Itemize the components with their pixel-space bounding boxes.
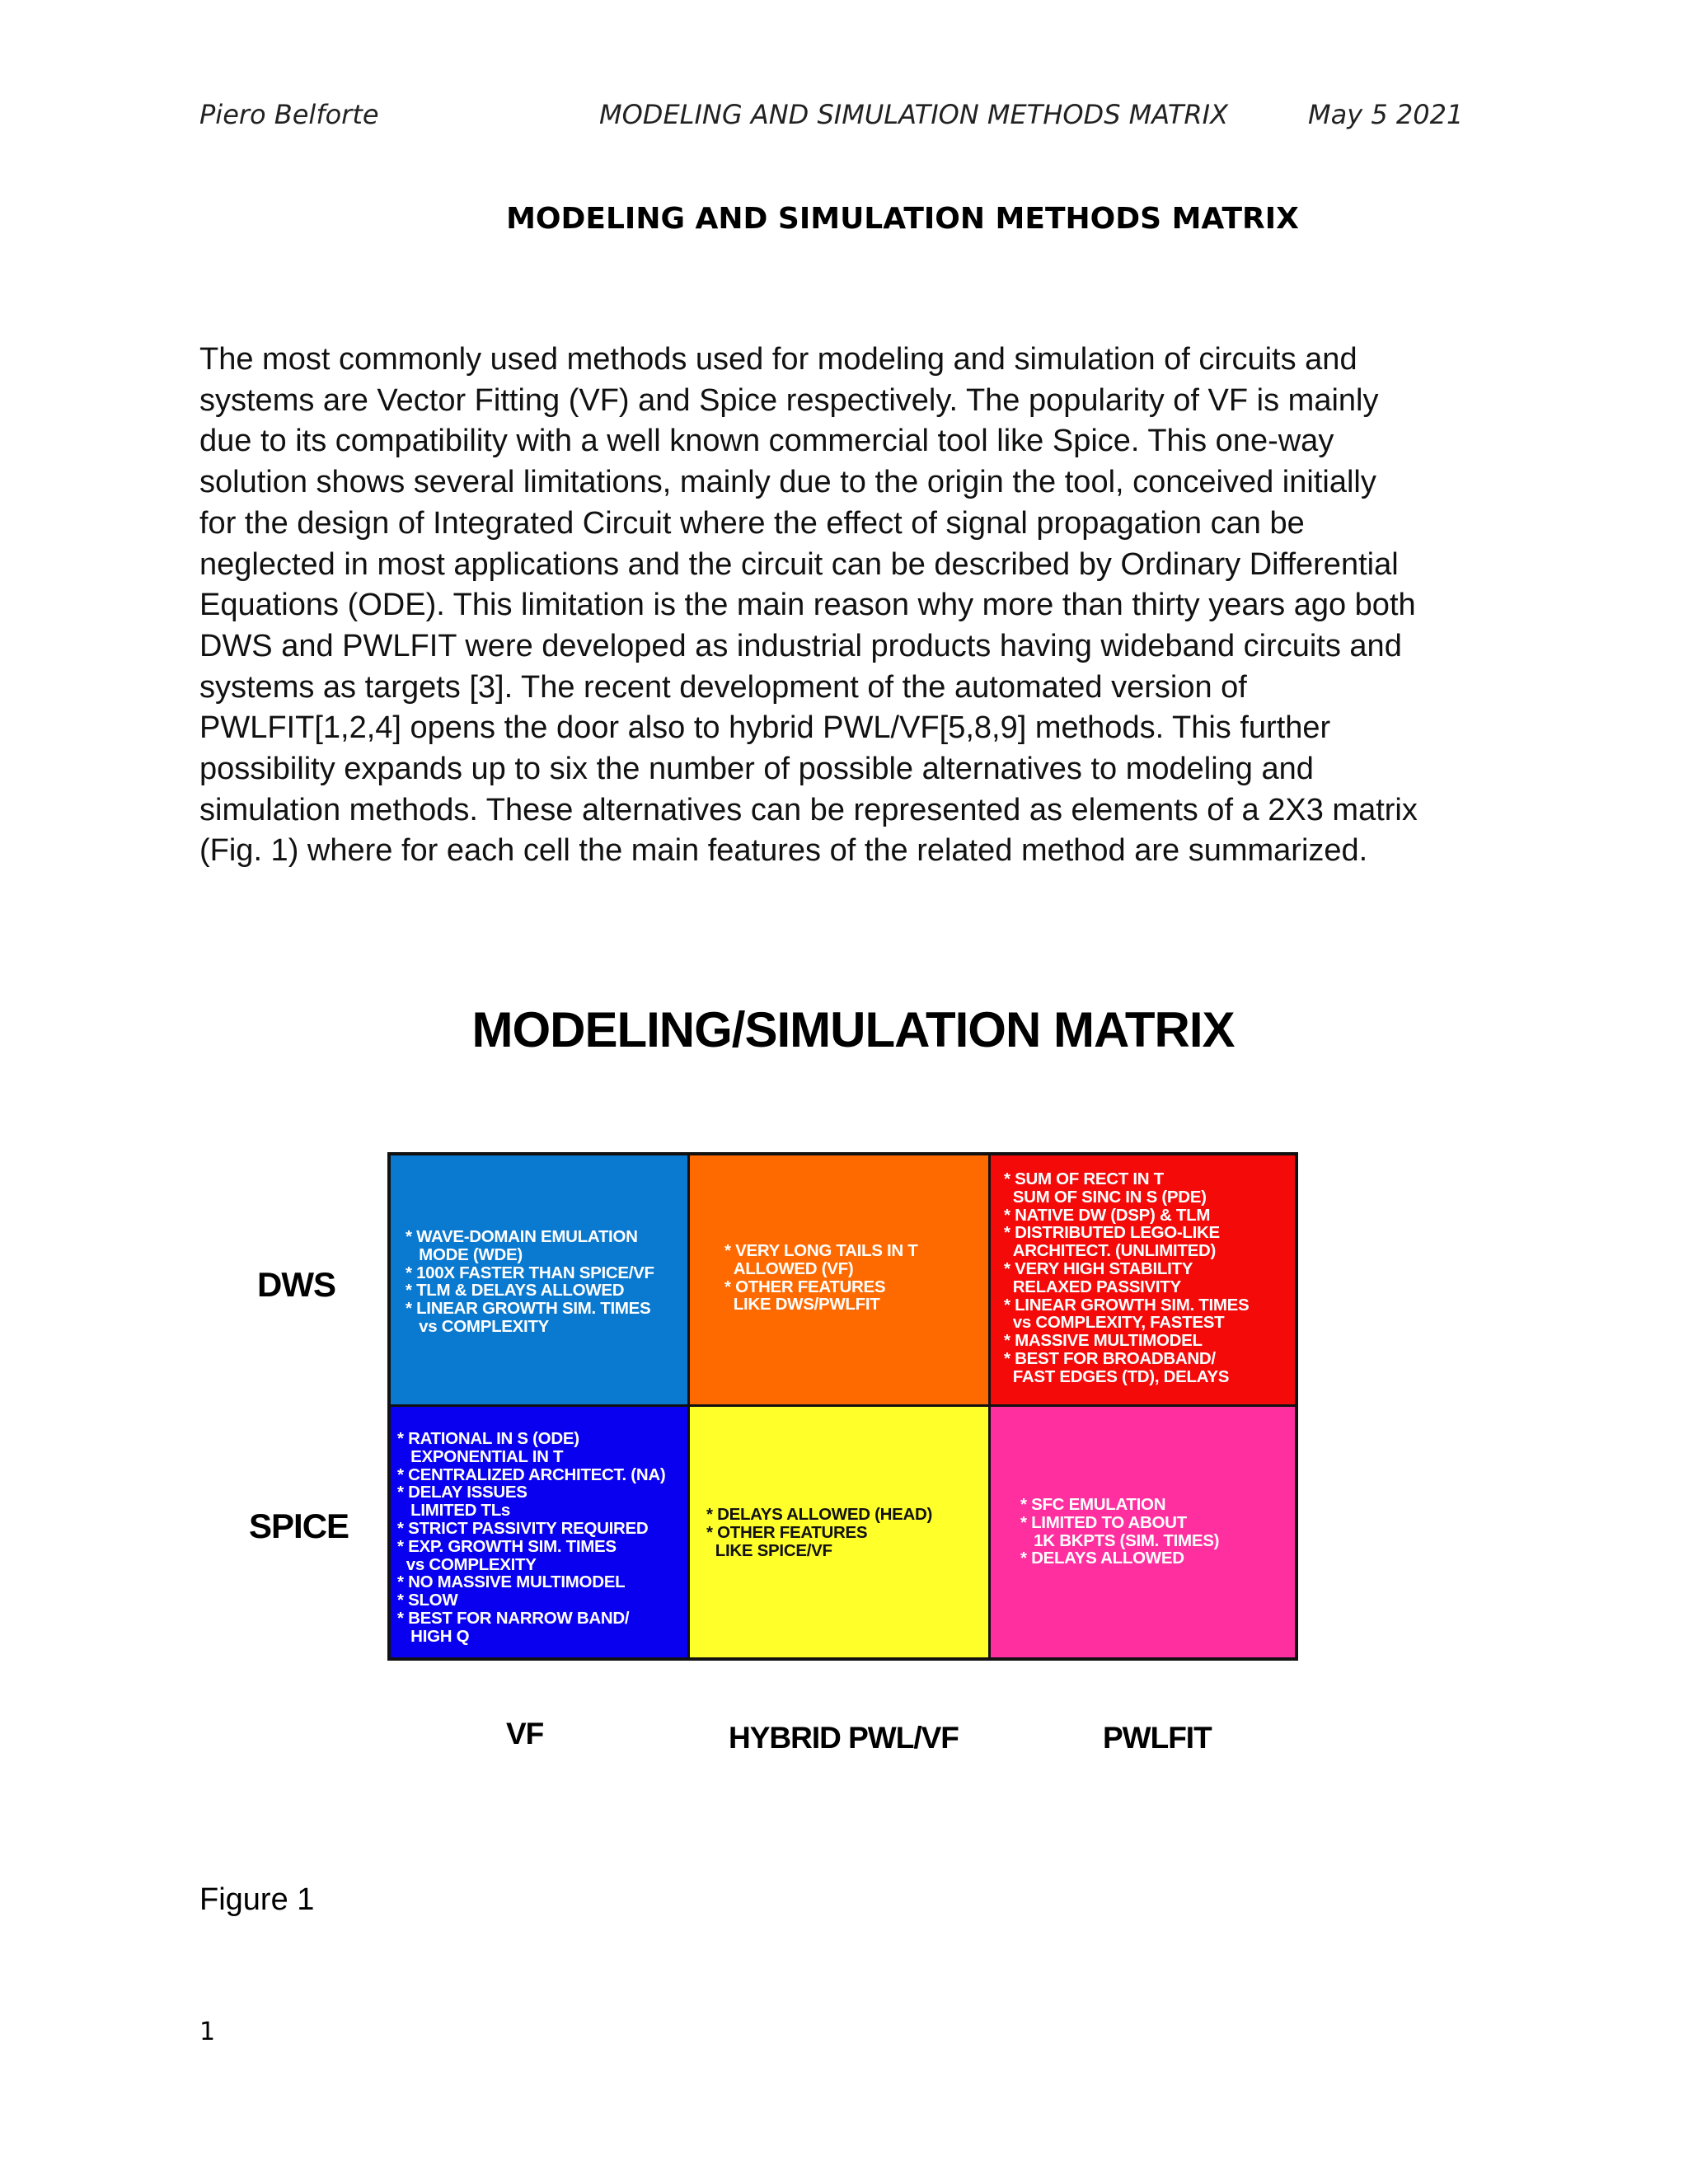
paragraph-line: neglected in most applications and the circuit can be described by Ordinary Differential <box>199 546 1399 582</box>
cell-text <box>1020 1496 1219 1568</box>
paragraph-line: simulation methods. These alternatives can be represented as elements of a 2X3 matrix <box>199 792 1418 827</box>
cell-line: * OTHER FEATURES <box>706 1522 868 1542</box>
cell-line: ALLOWED (VF) <box>724 1258 854 1278</box>
cell-line: * DELAYS ALLOWED <box>1020 1549 1184 1568</box>
paragraph-line: due to its compatibility with a well known commercial tool like Spice. This one-way <box>199 424 1334 459</box>
cell-line: * SUM OF RECT IN T <box>1004 1169 1164 1188</box>
cell-dws-hybrid <box>690 1155 991 1407</box>
cell-line: * LINEAR GROWTH SIM. TIMES <box>1004 1295 1250 1315</box>
cell-line: RELAXED PASSIVITY <box>1004 1277 1181 1296</box>
cell-spice-vf <box>391 1407 690 1657</box>
cell-line: FAST EDGES (TD), DELAYS <box>1004 1366 1230 1386</box>
cell-line: * 100X FASTER THAN SPICE/VF <box>406 1263 654 1282</box>
paragraph-line: solution shows several limitations, mainly due to the origin the tool, conceived initially <box>199 465 1376 500</box>
cell-dws-pwlfit <box>991 1155 1295 1407</box>
cell-line: * SFC EMULATION <box>1020 1495 1166 1514</box>
paragraph-line: possibility expands up to six the number of possible alternatives to modeling and <box>199 752 1314 787</box>
cell-text <box>724 1242 918 1314</box>
document-title: MODELING AND SIMULATION METHODS MATRIX <box>506 202 1299 236</box>
cell-spice-pwlfit <box>991 1407 1295 1657</box>
cell-dws-vf <box>391 1155 690 1407</box>
header-date: May 5 2021 <box>1308 99 1464 130</box>
paragraph-line: for the design of Integrated Circuit where the effect of signal propagation can be <box>199 505 1305 541</box>
cell-line: * MASSIVE MULTIMODEL <box>1004 1331 1203 1351</box>
paragraph-line: (Fig. 1) where for each cell the main features of the related method are summarized. <box>199 833 1368 869</box>
header-title: MODELING AND SIMULATION METHODS MATRIX <box>599 99 1228 130</box>
cell-line: * BEST FOR BROADBAND/ <box>1004 1348 1216 1368</box>
cell-line: * OTHER FEATURES <box>724 1277 886 1296</box>
cell-line: vs COMPLEXITY <box>397 1554 537 1574</box>
cell-line: * VERY LONG TAILS IN T <box>724 1241 918 1260</box>
cell-line: SUM OF SINC IN S (PDE) <box>1004 1187 1207 1207</box>
cell-line: MODE (WDE) <box>406 1244 523 1264</box>
cell-text <box>1004 1170 1249 1386</box>
cell-line: * WAVE-DOMAIN EMULATION <box>406 1227 638 1246</box>
cell-line: HIGH Q <box>397 1626 470 1646</box>
cell-line: * RATIONAL IN S (ODE) <box>397 1429 579 1448</box>
figure-caption: Figure 1 <box>199 1882 315 1917</box>
cell-line: LIKE SPICE/VF <box>706 1540 832 1560</box>
page-number: 1 <box>199 2018 216 2046</box>
cell-line: * NATIVE DW (DSP) & TLM <box>1004 1205 1211 1225</box>
cell-line: LIMITED TLs <box>397 1501 511 1521</box>
cell-text <box>397 1430 665 1646</box>
cell-line: * DISTRIBUTED LEGO-LIKE <box>1004 1223 1220 1243</box>
page-header <box>199 99 1464 138</box>
methods-matrix <box>387 1152 1298 1661</box>
cell-line: * NO MASSIVE MULTIMODEL <box>397 1572 626 1592</box>
cell-line: vs COMPLEXITY <box>406 1316 550 1336</box>
paragraph-line: Equations (ODE). This limitation is the main reason why more than thirty years ago both <box>199 588 1416 623</box>
row-label-dws: DWS <box>257 1265 335 1304</box>
cell-line: * SLOW <box>397 1591 458 1610</box>
cell-line: ARCHITECT. (UNLIMITED) <box>1004 1241 1216 1261</box>
cell-line: vs COMPLEXITY, FASTEST <box>1004 1313 1225 1333</box>
cell-line: * LIMITED TO ABOUT <box>1020 1512 1187 1532</box>
cell-line: * LINEAR GROWTH SIM. TIMES <box>406 1299 651 1319</box>
cell-line: LIKE DWS/PWLFIT <box>724 1295 880 1315</box>
cell-line: * VERY HIGH STABILITY <box>1004 1258 1193 1278</box>
cell-spice-hybrid <box>690 1407 991 1657</box>
cell-line: * BEST FOR NARROW BAND/ <box>397 1608 630 1628</box>
paragraph-line: systems as targets [3]. The recent development of the automated version of <box>199 669 1247 705</box>
paragraph-line: DWS and PWLFIT were developed as industrial products having wideband circuits and <box>199 628 1402 663</box>
cell-line: * STRICT PASSIVITY REQUIRED <box>397 1518 649 1538</box>
header-author: Piero Belforte <box>199 99 379 130</box>
paragraph-line: The most commonly used methods used for modeling and simulation of circuits and <box>199 342 1357 377</box>
cell-line: * DELAY ISSUES <box>397 1483 528 1502</box>
cell-text <box>406 1228 654 1336</box>
col-label-vf: VF <box>506 1717 544 1750</box>
col-label-pwlfit: PWLFIT <box>1103 1721 1212 1755</box>
figure-title: MODELING/SIMULATION MATRIX <box>471 1002 1235 1057</box>
cell-text <box>706 1506 932 1559</box>
cell-line: EXPONENTIAL IN T <box>397 1446 564 1466</box>
cell-line: * EXP. GROWTH SIM. TIMES <box>397 1536 617 1556</box>
cell-line: * TLM & DELAYS ALLOWED <box>406 1281 625 1301</box>
cell-line: * DELAYS ALLOWED (HEAD) <box>706 1505 933 1524</box>
cell-line: 1K BKPTS (SIM. TIMES) <box>1020 1530 1220 1550</box>
row-label-spice: SPICE <box>249 1507 349 1545</box>
cell-line: * CENTRALIZED ARCHITECT. (NA) <box>397 1465 666 1484</box>
col-label-hybrid: HYBRID PWL/VF <box>729 1721 959 1755</box>
paragraph-line: PWLFIT[1,2,4] opens the door also to hybrid PWL/VF[5,8,9] methods. This further <box>199 710 1331 746</box>
body-paragraph <box>199 340 1518 872</box>
paragraph-line: systems are Vector Fitting (VF) and Spice respectively. The popularity of VF is mainly <box>199 382 1379 418</box>
